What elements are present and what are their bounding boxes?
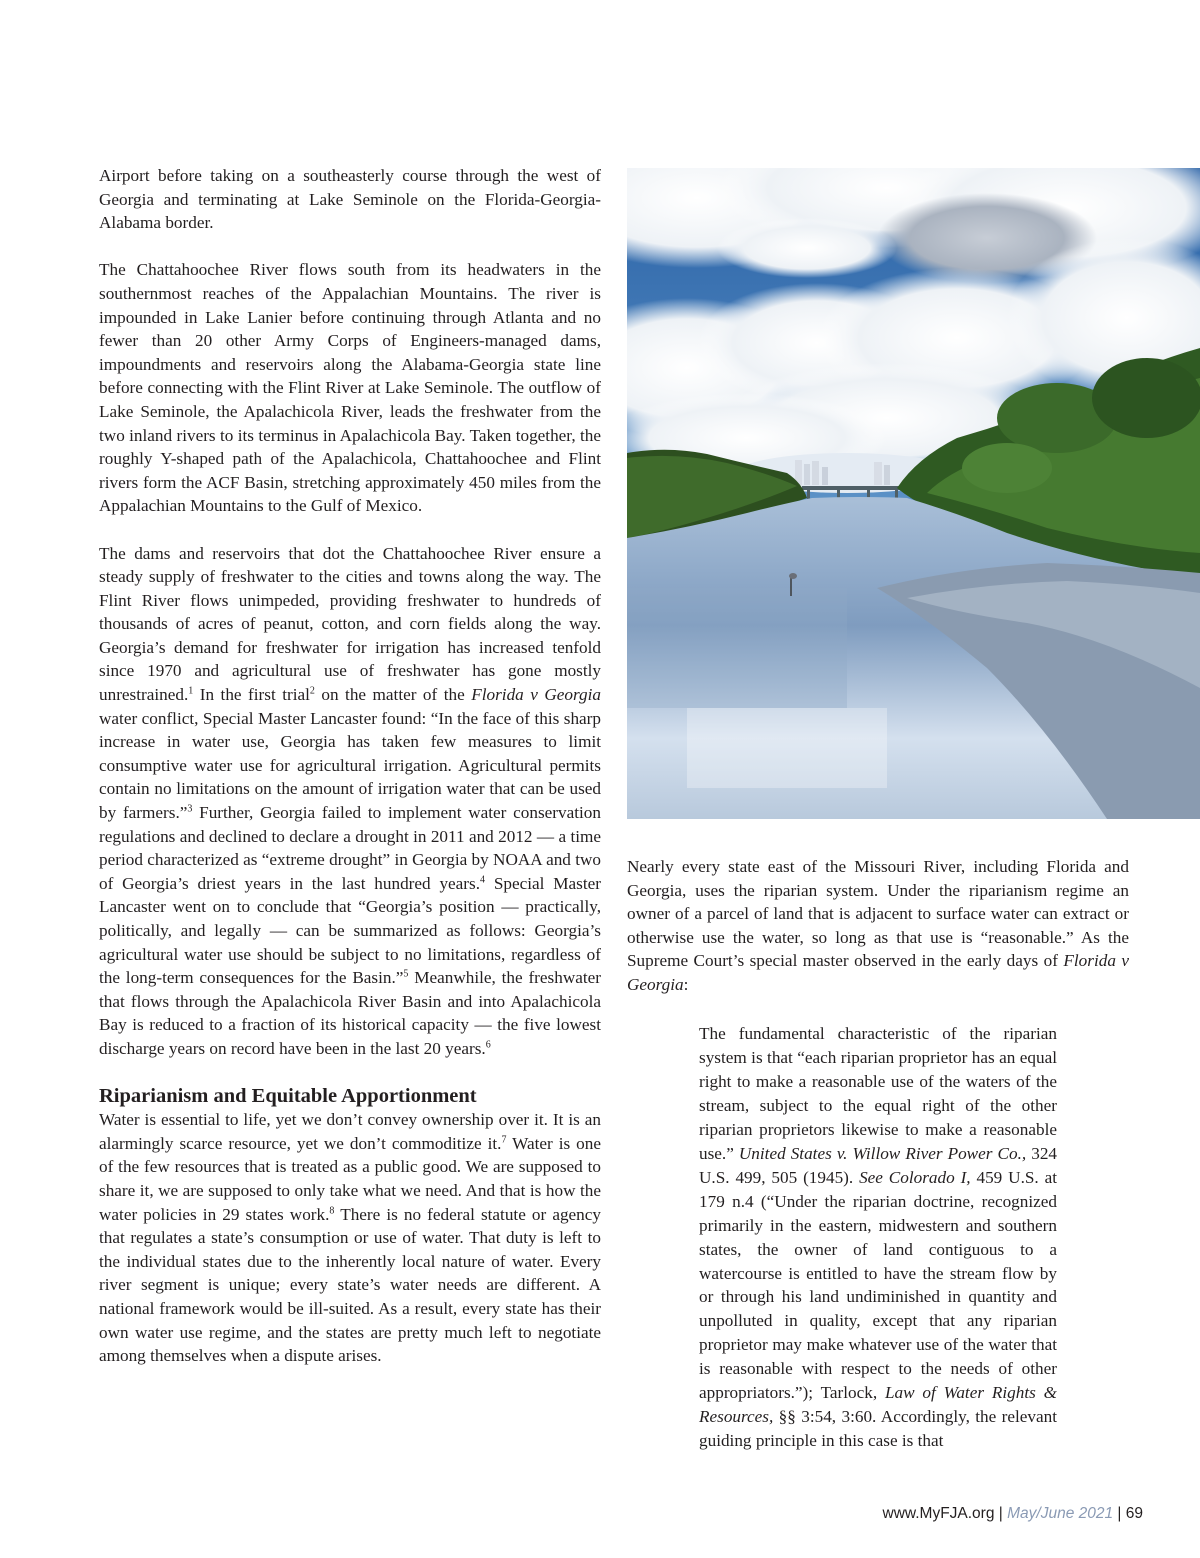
block-quote-text: The fundamental characteristic of the riparian system is that “each riparian proprietor has an equal right to make a reasonable use of the waters of the stream, subject to the equal right of the other riparian proprietors likewise to make a reasonable use.” United States v. Willow River Power Co., 324 U.S. 499, 505 (1945). See Colorado I, 459 U.S. at 179 n.4 (“Under the riparian doctrine, recognized primarily in the eastern, midwestern and southern states, the owner of land contiguous to a watercourse is entitled to have the stream flow by or through his land undiminished in quantity and unpolluted in quality, except that any riparian proprietor may make whatever use of the water that is reasonable with respect to the needs of other appropriators.”); Tarlock, Law of Water Rights & Resources, §§ 3:54, 3:60. Accordingly, the relevant guiding principle in this case is that — [699, 1024, 1058, 1451]
case-name: Florida v Georgia — [471, 685, 602, 705]
river-landscape-photo — [627, 168, 1200, 819]
paragraph-riparianism: Water is essential to life, yet we don’t convey ownership over it. It is an alarmingly scarce resource, yet we don’t commoditize it.$^7$ Water is one of the few resources that is treated as a public good. We are supposed to share it, we are supposed to only take what we need. And that is how the water policies in 29 states work.$^8$ There is no federal statute or agency that regulates a state’s consumption or use of water. That duty is left to the individual states due to the inherently local nature of water. Every river segment is unique; every state’s water needs are different. A national framework would be ill-suited. As a result, every state has their own water use regime, and the states are pretty much left to negotiate among themselves when a dispute arises. — [99, 1110, 601, 1366]
paragraph-chattahoochee: The Chattahoochee River flows south from its headwaters in the southernmost reaches of the Appalachian Mountains. The river is impounded in Lake Lanier before continuing through Atlanta and no fewer than 20 other Army Corps of Engineers-managed dams, impoundments and reservoirs along the Alabama-Georgia state line before connecting with the Flint River at Lake Seminole. The outflow of Lake Seminole, the Apalachicola River, leads the freshwater from the two inland rivers to its terminus in Apalachicola Bay. Taken together, the roughly Y-shaped path of the Apalachicola, Chattahoochee and Flint rivers form the ACF Basin, stretching approximately 450 miles from the Appalachian Mountains to the Gulf of Mexico. — [99, 260, 601, 516]
section-heading: Riparianism and Equitable Apportionment — [99, 1085, 477, 1108]
paragraph-intro: Airport before taking on a southeasterly course through the west of Georgia and terminating at Lake Seminole on the Florida-Georgia-Alabama border. — [99, 166, 601, 233]
site-link[interactable]: www.MyFJA.org — [882, 1505, 995, 1522]
footnote-ref-2[interactable]: 2 — [309, 685, 315, 697]
issue-date: May/June 2021 — [1007, 1505, 1114, 1522]
page-footer — [883, 1505, 1144, 1523]
citation-willow-river: United States v. Willow River Power Co., — [738, 1143, 1027, 1163]
footnote-ref-7[interactable]: 7 — [501, 1134, 507, 1146]
footnote-ref-6[interactable]: 6 — [485, 1039, 491, 1051]
separator: | — [1113, 1505, 1126, 1522]
paragraph-riparian-system: Nearly every state east of the Missouri River, including Florida and Georgia, uses the riparian system. Under the riparianism regime an owner of a parcel of land that is adjacent to surface water can extract or otherwise use the water, so long as that use is “reasonable.” As the Supreme Court’s special master observed in the early days of Florida v Georgia: — [627, 857, 1129, 994]
page-number: 69 — [1125, 1505, 1143, 1522]
footnote-ref-5[interactable]: 5 — [403, 968, 409, 980]
citation-colorado: See Colorado I, — [859, 1167, 971, 1187]
footnote-ref-4[interactable]: 4 — [480, 874, 486, 886]
block-quote — [699, 1022, 1057, 1453]
footnote-ref-3[interactable]: 3 — [187, 803, 193, 815]
citation-tarlock: Law of Water Rights & Resources, — [699, 1383, 1057, 1427]
separator: | — [994, 1505, 1008, 1522]
right-column — [627, 855, 1129, 997]
case-name: Florida v Georgia — [627, 951, 1129, 994]
footnote-ref-8[interactable]: 8 — [329, 1204, 335, 1216]
footnote-ref-1[interactable]: 1 — [188, 685, 194, 697]
paragraph-dams: The dams and reservoirs that dot the Chattahoochee River ensure a steady supply of freshwater to the cities and towns along the way. The Flint River flows unimpeded, providing freshwater to hundreds of thousands of acres of peanut, cotton, and corn fields along the way. Georgia’s demand for freshwater for irrigation has increased tenfold since 1970 and agricultural use of freshwater has gone mostly unrestrained.$^1$ In the first trial$^2$ on the matter of the Florida v Georgia water conflict, Special Master Lancaster found: “In the face of this sharp increase in water use, Georgia has taken few measures to limit consumptive water use for agricultural irrigation. Agricultural permits contain no limitations on the amount of irrigation water that can be used by farmers.”$^3$ Further, Georgia failed to implement water conservation regulations and declined to declare a drought in 2011 and 2012 — a time period characterized as “extreme drought” in Georgia by NOAA and two of Georgia’s driest years in the last hundred years.$^4$ Special Master Lancaster went on to conclude that “Georgia’s position — practically, politically, and legally — can be summarized as follows: Georgia’s agricultural water use should be subject to no limitations, regardless of the long-term consequences for the Basin.”$^5$ Meanwhile, the freshwater that flows through the Apalachicola River Basin and into Apalachicola Bay is reduced to a fraction of its historical capacity — the five lowest discharge years on record have been in the last 20 years.$^6$ — [99, 543, 602, 1058]
left-column — [99, 164, 601, 1368]
